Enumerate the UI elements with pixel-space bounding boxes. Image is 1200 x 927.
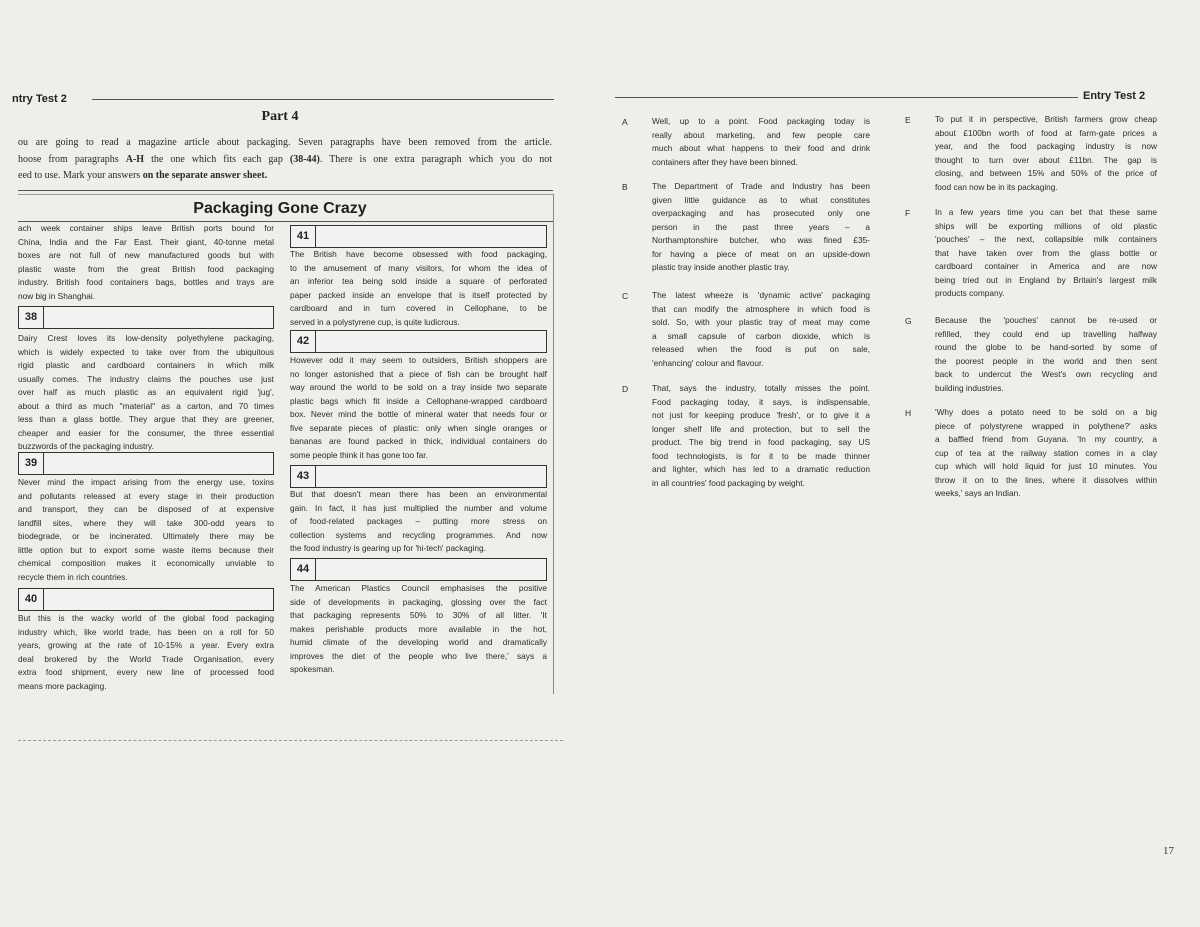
text-line: recycle them in rich countries.	[18, 571, 128, 582]
text-line: throw it on to the lines, where it dissolves within	[935, 474, 1157, 485]
option-letter: H	[905, 408, 912, 418]
option-letter: D	[622, 384, 629, 394]
option-text	[935, 207, 1157, 302]
section-rule	[18, 190, 553, 191]
text-line: over half as much plastic as an equivalent rigid 'jug',	[18, 387, 274, 397]
gap-box-41	[290, 225, 547, 248]
gap-box-39	[18, 452, 274, 475]
text-line: overpackaging and has prosecuted only one	[652, 208, 870, 218]
text-line: not just for keeping produce 'fresh', or to give it a	[652, 410, 870, 420]
text-line: of food-related packages – putting more stress on	[290, 516, 547, 526]
text-line: containers after they have been binned.	[652, 156, 798, 167]
text-line: product. The big trend in food packaging, say US	[652, 437, 870, 447]
gap-box-44	[290, 558, 547, 581]
text-line: Dairy Crest loves its low-density polyethylene packaging,	[18, 333, 274, 343]
instructions-line	[18, 168, 552, 185]
gap-number: 41	[291, 226, 316, 247]
page-header: ntry Test 2	[12, 93, 67, 105]
text-line: way around the world to be sold on a tray inside two separate	[290, 382, 547, 392]
gap-box-38	[18, 306, 274, 329]
text-line: deal brokered by the World Trade Organisation, every	[18, 653, 274, 664]
text-line: collection systems and recycling programmes. And now	[290, 529, 547, 540]
gap-number: 40	[19, 589, 44, 610]
text-line: five separate pieces of plastic: only when single oranges or	[290, 422, 547, 433]
text-line: longer shelf life and protection, but to sell the	[652, 423, 870, 434]
text-line: Because the 'pouches' cannot be re-used or	[935, 315, 1157, 325]
text-line: really about marketing, and few people care	[652, 129, 870, 140]
text-line: extra food shipment, every new line of processed food	[18, 667, 274, 677]
title-bottom-rule	[18, 221, 553, 222]
article-right-border	[553, 194, 554, 694]
text-line: Well, up to a point. Food packaging today is	[652, 116, 870, 126]
text-line: and pollutants released at every stage in their production	[18, 490, 274, 501]
instructions	[18, 135, 552, 185]
instructions-bold-text: on the separate answer sheet.	[142, 170, 268, 181]
option-text	[652, 116, 870, 170]
text-line: ach week container ships leave British ports bound for	[18, 223, 274, 233]
text-line: improves the diet of the people who live there,' says a	[290, 650, 547, 661]
option-letter: A	[622, 117, 628, 127]
text-line: and lighter, which has led to a dramatic reduction	[652, 464, 870, 474]
text-line: years, growing at the rate of 10-15% a year. Every extra	[18, 640, 274, 650]
text-line: buzzwords of the packaging industry.	[18, 441, 154, 451]
text-line: that have taken over from the glass bottle or	[935, 247, 1157, 258]
text-line: piece of polystyrene wrapped in polythene?' asks	[935, 420, 1157, 431]
text-line: being tried out in England by Britain's largest milk	[935, 274, 1157, 285]
text-line: an inferior tea being sold inside a square of perforated	[290, 276, 547, 286]
option-text	[935, 315, 1157, 396]
instructions-line	[18, 135, 552, 152]
text-line: cup which will hold liquid for just 10 minutes. You	[935, 461, 1157, 471]
text-line: box. Never mind the bottle of mineral water that needs four or	[290, 409, 547, 419]
option-letter: E	[905, 115, 911, 125]
instructions-text: eed to use. Mark your answers	[18, 170, 143, 181]
text-line: humid climate of the developing world and dramatically	[290, 637, 547, 647]
text-line: Northamptonshire butcher, who was fined £35-	[652, 235, 870, 245]
text-line: a baffled friend from Guyana. 'In my country, a	[935, 434, 1157, 444]
text-line: thought to turn over about £11bn. The gap is	[935, 154, 1157, 165]
text-line: side of developments in packaging, glossing over the fact	[290, 596, 547, 607]
article-paragraph	[290, 355, 547, 463]
text-line: cheaper and easier for the consumer, the three essential	[18, 427, 274, 438]
text-line: weeks,' says an Indian.	[935, 488, 1021, 498]
text-line: makes perishable products more available in the hot,	[290, 623, 547, 634]
text-line: and transport, they can be disposed of at expensive	[18, 504, 274, 514]
text-line: given little guidance as to what constitutes	[652, 194, 870, 205]
option-text	[652, 290, 870, 371]
option-letter: F	[905, 208, 911, 218]
text-line: the poorest people in the world and then sent	[935, 355, 1157, 366]
text-line: 'Why does a potato need to be sold on a big	[935, 407, 1157, 417]
text-line: round the globe to be hand-sorted by some of	[935, 342, 1157, 352]
option-text	[935, 407, 1157, 502]
text-line: that packaging represents 50% to 30% of all litter. 'It	[290, 610, 547, 620]
text-line: served in a polystyrene cup, is quite ludicrous.	[290, 316, 460, 327]
text-line: about £100bn worth of food at farm-gate prices a	[935, 127, 1157, 138]
text-line: which is widely expected to take over from the ubiquitous	[18, 346, 274, 357]
article-paragraph	[290, 583, 547, 678]
text-line: much about what happens to their food and drink	[652, 143, 870, 153]
page-header: Entry Test 2	[1083, 90, 1146, 102]
text-line: to the amusement of many visitors, for whom the idea of	[290, 262, 547, 273]
text-line: means more packaging.	[18, 680, 107, 691]
text-line: industry which, like world trade, has been on a roll for 50	[18, 626, 274, 637]
option-letter: G	[905, 316, 912, 326]
text-line: closing, and between 15% and 50% of the price of	[935, 168, 1157, 178]
text-line: The British have become obsessed with food packaging,	[290, 249, 547, 259]
text-line: for having a piece of meat on an upside-down	[652, 248, 870, 259]
gap-box-42	[290, 330, 547, 353]
text-line: in all countries' food packaging by weight.	[652, 477, 805, 488]
text-line: cup of tea at the railway station comes in a clay	[935, 447, 1157, 458]
title-top-rule	[18, 194, 553, 195]
text-line: sold. So, with your plastic tray of meat may come	[652, 317, 870, 327]
text-line: that can modify the atmosphere in which food is	[652, 303, 870, 314]
gap-number: 38	[19, 307, 44, 328]
text-line: 'enhancing' colour and flavour.	[652, 357, 764, 368]
option-text	[652, 181, 870, 276]
text-line: building industries.	[935, 382, 1004, 393]
text-line: person in the past three years – a	[652, 221, 870, 232]
gap-box-40	[18, 588, 274, 611]
gap-number: 39	[19, 453, 44, 474]
text-line: no longer astonished that a piece of fish can be brought half	[290, 368, 547, 379]
text-line: rigid plastic and cardboard containers in which milk	[18, 360, 274, 370]
text-line: However odd it may seem to outsiders, British shoppers are	[290, 355, 547, 365]
article-paragraph	[18, 477, 274, 585]
article-paragraph	[18, 223, 274, 304]
text-line: plastic waste from the great British food packaging	[18, 263, 274, 274]
instructions-text: ou are going to read a magazine article about packaging. Seven paragraphs have been removed from the article.	[18, 137, 552, 148]
text-line: That, says the industry, totally misses the point.	[652, 383, 870, 393]
text-line: spokesman.	[290, 664, 335, 674]
text-line: plastic tray inside another plastic tray.	[652, 262, 790, 272]
text-line: But this is the wacky world of the global food packaging	[18, 613, 274, 623]
text-line: industry. British food containers bags, bottles and trays are	[18, 277, 274, 287]
instructions-line	[18, 152, 552, 169]
instructions-bold-text: (38-44)	[289, 153, 320, 165]
text-line: Never mind the impact arising from the energy use, toxins	[18, 477, 274, 487]
text-line: China, India and the Far East. Their giant, 40-tonne metal	[18, 236, 274, 247]
text-line: In a few years time you can bet that these same	[935, 207, 1157, 217]
text-line: The American Plastics Council emphasises the positive	[290, 583, 547, 593]
gap-number: 44	[291, 559, 316, 580]
text-line: back to undercut the West's own recycling and	[935, 369, 1157, 379]
option-letter: B	[622, 182, 628, 192]
text-line: less than a glass bottle. They argue that they are greener,	[18, 414, 274, 424]
text-line: refilled, they could end up travelling halfway	[935, 328, 1157, 339]
text-line: plastic bags which fit inside a Cellophane-wrapped cardboard	[290, 395, 547, 406]
text-line: little option but to export some waste items because their	[18, 544, 274, 555]
text-line: The latest wheeze is 'dynamic active' packaging	[652, 290, 870, 300]
header-rule	[615, 97, 1078, 98]
part-title: Part 4	[261, 109, 299, 124]
gap-number: 42	[291, 331, 316, 352]
text-line: a small capsule of carbon dioxide, which is	[652, 330, 870, 341]
text-line: bananas are found packed in thick, individual containers do	[290, 436, 547, 446]
bottom-rule	[18, 740, 563, 741]
header-rule	[92, 99, 554, 100]
text-line: some people think it has gone too far.	[290, 449, 428, 460]
option-letter: C	[622, 291, 629, 301]
text-line: cardboard and in turn covered in Cellophane, to be	[290, 303, 547, 313]
text-line: paper packed inside an envelope that is itself protected by	[290, 289, 547, 300]
article-paragraph	[290, 249, 547, 330]
text-line: 'pouches' – the next, collapsible milk containers	[935, 234, 1157, 244]
gap-box-43	[290, 465, 547, 488]
article-title: Packaging Gone Crazy	[193, 200, 367, 217]
text-line: the food industry is gearing up for 'hi-tech' packaging.	[290, 543, 486, 553]
instructions-text: . There is one extra paragraph which you do not	[319, 153, 552, 165]
page-number: 17	[1163, 845, 1174, 857]
gap-number: 43	[291, 466, 316, 487]
text-line: food can now be in its packaging.	[935, 181, 1058, 192]
text-line: gain. In fact, it has just multiplied the number and volume	[290, 502, 547, 513]
text-line: usually comes. The industry claims the pouches use just	[18, 373, 274, 384]
text-line: chemical composition makes it economically unviable to	[18, 558, 274, 568]
text-line: year, and the food packaging industry is now	[935, 141, 1157, 151]
option-text	[935, 114, 1157, 195]
instructions-bold-text: A-H	[125, 153, 145, 165]
instructions-text: the one which fits each gap	[144, 153, 290, 165]
text-line: But that doesn't mean there has been an environmental	[290, 489, 547, 499]
article-paragraph	[18, 613, 274, 694]
text-line: The Department of Trade and Industry has been	[652, 181, 870, 191]
option-text	[652, 383, 870, 491]
text-line: about a third as much "material" as a carton, and 70 times	[18, 400, 274, 411]
instructions-text: hoose from paragraphs	[18, 153, 126, 165]
text-line: biodegrade, or be incinerated. Ultimately there may be	[18, 531, 274, 541]
text-line: Food packaging today, it says, is indispensable,	[652, 396, 870, 407]
text-line: boxes are not full of new manufactured goods but with	[18, 250, 274, 260]
text-line: landfill sites, where they will take 300-odd years to	[18, 517, 274, 528]
text-line: To put it in perspective, British farmers grow cheap	[935, 114, 1157, 124]
text-line: products company.	[935, 288, 1005, 298]
text-line: food technologists, is for it to be made thinner	[652, 450, 870, 461]
text-line: ships will be exporting millions of old plastic	[935, 220, 1157, 231]
text-line: cardboard container in America and are now	[935, 261, 1157, 271]
article-paragraph	[290, 489, 547, 557]
article-paragraph	[18, 333, 274, 455]
text-line: now big in Shanghai.	[18, 290, 96, 301]
text-line: released when the food is put on sale,	[652, 344, 870, 354]
